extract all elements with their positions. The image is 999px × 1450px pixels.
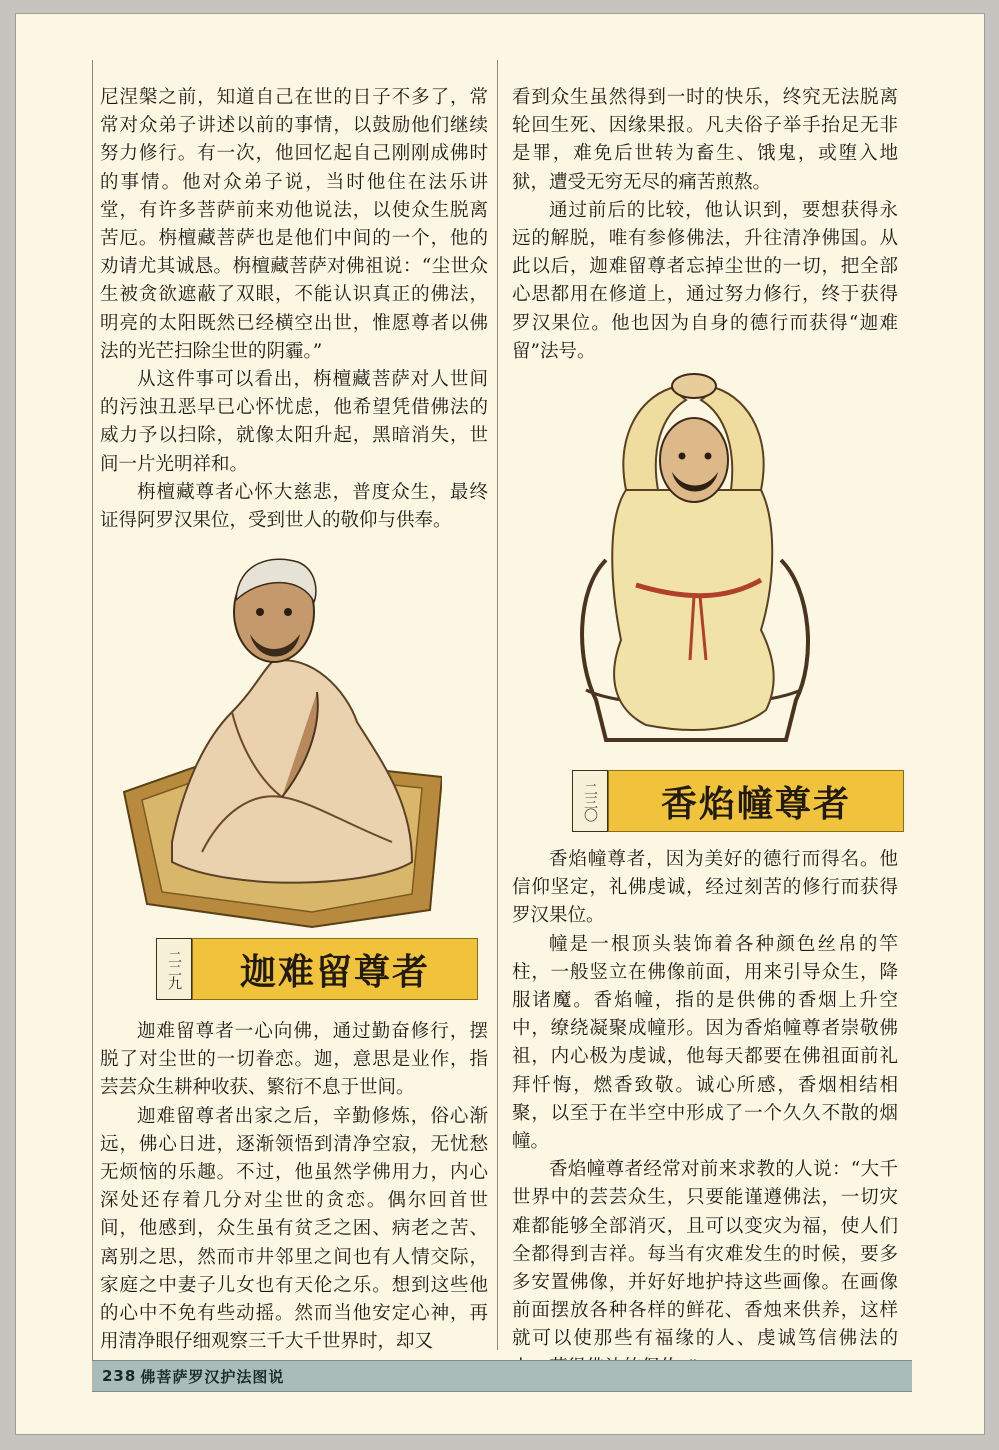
section-title: 香焰幢尊者 [608, 770, 904, 832]
text-column-left-top [100, 84, 488, 535]
paragraph: 看到众生虽然得到一时的快乐，终究无法脱离轮回生死、因缘果报。凡夫俗子举手抬足无非是罪，难免后世转为畜生、饿鬼，或堕入地狱，遭受无穷无尽的痛苦煎熬。 [512, 87, 898, 193]
section-heading-kananuriu [156, 938, 478, 1000]
page-number: 238 [102, 1367, 137, 1385]
paragraph: 尼涅槃之前，知道自己在世的日子不多了，常常对众弟子讲述以前的事情，以鼓励他们继续努力修行。有一次，他回忆起自己刚刚成佛时的事情。他对众弟子说，当时他住在法乐讲堂，有许多菩萨前来劝他说法，以使众生脱离苦厄。栴檀藏菩萨也是他们中间的一个，他的劝请尤其诚恳。栴檀藏菩萨对佛祖说：“尘世众生被贪欲遮蔽了双眼，不能认识真正的佛法，明亮的太阳既然已经横空出世，惟愿尊者以佛法的光芒扫除尘世的阴霾。” [100, 87, 488, 362]
section-heading-xiangyanchuang [572, 770, 904, 832]
paragraph: 幢是一根顶头装饰着各种颜色丝帛的竿柱，一般竖立在佛像前面，用来引导众生，降服诸魔。香焰幢，指的是供佛的香烟上升空中，缭绕凝聚成幢形。因为香焰幢尊者崇敬佛祖，内心极为虔诚，他每天都要在佛祖面前礼拜忏悔，燃香致敬。诚心所感，香烟相结相聚，以至于在半空中形成了一个久久不散的烟幢。 [512, 933, 898, 1153]
text-column-left-bottom [100, 1018, 488, 1356]
section-title: 迦难留尊者 [192, 938, 478, 1000]
paragraph: 香焰幢尊者经常对前来求教的人说：“大千世界中的芸芸众生，只要能谨遵佛法，一切灾难都能够全部消灭，且可以变灾为福，使人们全都得到吉祥。每当有灾难发生的时候，要多多安置佛像，并好好地护持这些画像。在画像前面摆放各种各样的鲜花、香烛来供养，这样就可以使那些有福缘的人、虔诚笃信佛法的 [512, 1159, 898, 1350]
paragraph: 迦难留尊者一心向佛，通过勤奋修行，摆脱了对尘世的一切眷恋。迦，意思是业作，指芸芸众生耕种收获、繁衍不息于世间。 [100, 1021, 488, 1099]
paragraph: 从这件事可以看出，栴檀藏菩萨对人世间的污浊丑恶早已心怀忧虑，他希望凭借佛法的威力予以扫除，就像太阳升起，黑暗消失，世间一片光明祥和。 [100, 369, 488, 475]
paragraph: 通过前后的比较，他认识到，要想获得永远的解脱，唯有参修佛法，升往清净佛国。从此以后，迦难留尊者忘掉尘世的一切，把全部心思都用在修道上，通过努力修行，终于获得罗汉果位。他也因为自身的德行而获得“迦难留”法号。 [512, 199, 898, 362]
section-number: 二三〇 [572, 770, 608, 832]
arhat-raising-arms-illustration [566, 360, 816, 760]
text-column-right-bottom [512, 846, 898, 1382]
paragraph: 迦难留尊者出家之后，辛勤修炼，俗心渐远，佛心日进，逐渐领悟到清净空寂，无忧愁无烦恼的乐趣。不过，他虽然学佛用力，内心深处还存着几分对尘世的贪恋。偶尔回首世间，他感到，众生虽有贫乏之困、病老之苦、离别之思，然而市井邻里之间也有人情交际，家庭之中妻子儿女也有天伦之乐。想到这些他的心中不免有些动摇。然而当他安定心神，再用清净眼仔细观察三千大千世界时，却又 [100, 1105, 488, 1353]
text-column-right-top [512, 84, 898, 366]
section-number: 二二九 [156, 938, 192, 1000]
column-divider [497, 60, 498, 1350]
paragraph: 栴檀藏尊者心怀大慈悲，普度众生，最终证得阿罗汉果位，受到世人的敬仰与供奉。 [100, 481, 488, 532]
seated-arhat-illustration [112, 542, 442, 932]
page-footer [92, 1360, 912, 1392]
paragraph: 香焰幢尊者，因为美好的德行而得名。他信仰坚定，礼佛虔诚，经过刻苦的修行而获得罗汉果位。 [512, 849, 898, 927]
book-title: 佛菩萨罗汉护法图说 [140, 1367, 285, 1386]
